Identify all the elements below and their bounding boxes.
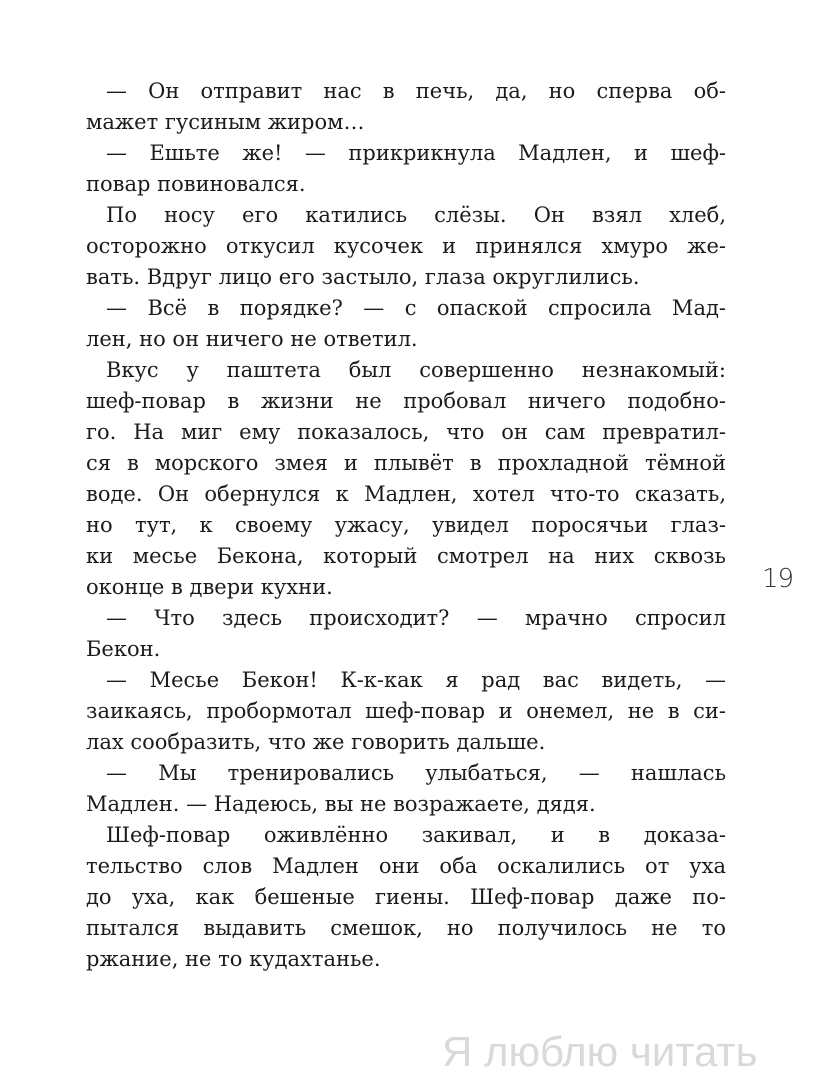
paragraph xyxy=(86,293,726,355)
paragraph xyxy=(86,665,726,758)
text-line: По носу его катились слёзы. Он взял хлеб, xyxy=(106,203,726,227)
text-line: мажет гусиным жиром… xyxy=(86,110,365,134)
watermark: Я люблю читать xyxy=(442,1028,758,1075)
text-line: го. На миг ему показалось, что он сам превратил- xyxy=(86,420,726,444)
paragraph xyxy=(86,76,726,138)
text-line: ржание, не то кудахтанье. xyxy=(86,947,381,971)
text-line: тельство слов Мадлен они оба оскалились от уха xyxy=(86,854,726,878)
text-line: — Что здесь происходит? — мрачно спросил xyxy=(106,606,726,630)
text-line: — Всё в порядке? — с опаской спросила Мад- xyxy=(106,296,726,320)
text-line: — Ешьте же! — прикрикнула Мадлен, и шеф- xyxy=(106,141,726,165)
paragraph xyxy=(86,603,726,665)
text-line: до уха, как бешеные гиены. Шеф-повар даже по- xyxy=(86,885,726,909)
text-line: ся в морского змея и плывёт в прохладной тёмной xyxy=(86,451,726,475)
paragraph xyxy=(86,758,726,820)
text-line: — Месье Бекон! К-к-как я рад вас видеть, — xyxy=(106,668,726,692)
text-line: воде. Он обернулся к Мадлен, хотел что-то сказать, xyxy=(86,482,726,506)
paragraph xyxy=(86,820,726,975)
text-line: но тут, к своему ужасу, увидел поросячьи глаз- xyxy=(86,513,726,537)
paragraph xyxy=(86,138,726,200)
text-line: осторожно откусил кусочек и принялся хмуро же- xyxy=(86,234,726,258)
page-number: 19 xyxy=(762,564,794,594)
text-line: пытался выдавить смешок, но получилось не то xyxy=(86,916,726,940)
text-line: оконце в двери кухни. xyxy=(86,575,333,599)
text-line: Бекон. xyxy=(86,637,161,661)
paragraph xyxy=(86,200,726,293)
text-line: Вкус у паштета был совершенно незнакомый: xyxy=(106,358,726,382)
text-line: — Мы тренировались улыбаться, — нашлась xyxy=(106,761,726,785)
text-line: повар повиновался. xyxy=(86,172,306,196)
text-line: заикаясь, пробормотал шеф-повар и онемел, не в си- xyxy=(86,699,726,723)
text-line: шеф-повар в жизни не пробовал ничего подобно- xyxy=(86,389,726,413)
text-line: вать. Вдруг лицо его застыло, глаза округлились. xyxy=(86,265,640,289)
text-line: — Он отправит нас в печь, да, но сперва об- xyxy=(106,79,726,103)
text-line: Шеф-повар оживлённо закивал, и в доказа- xyxy=(106,823,726,847)
book-page-text xyxy=(86,76,726,975)
text-line: Мадлен. — Надеюсь, вы не возражаете, дядя. xyxy=(86,792,596,816)
text-line: ки месье Бекона, который смотрел на них сквозь xyxy=(86,544,726,568)
text-line: лен, но он ничего не ответил. xyxy=(86,327,418,351)
paragraph xyxy=(86,355,726,603)
text-line: лах сообразить, что же говорить дальше. xyxy=(86,730,546,754)
